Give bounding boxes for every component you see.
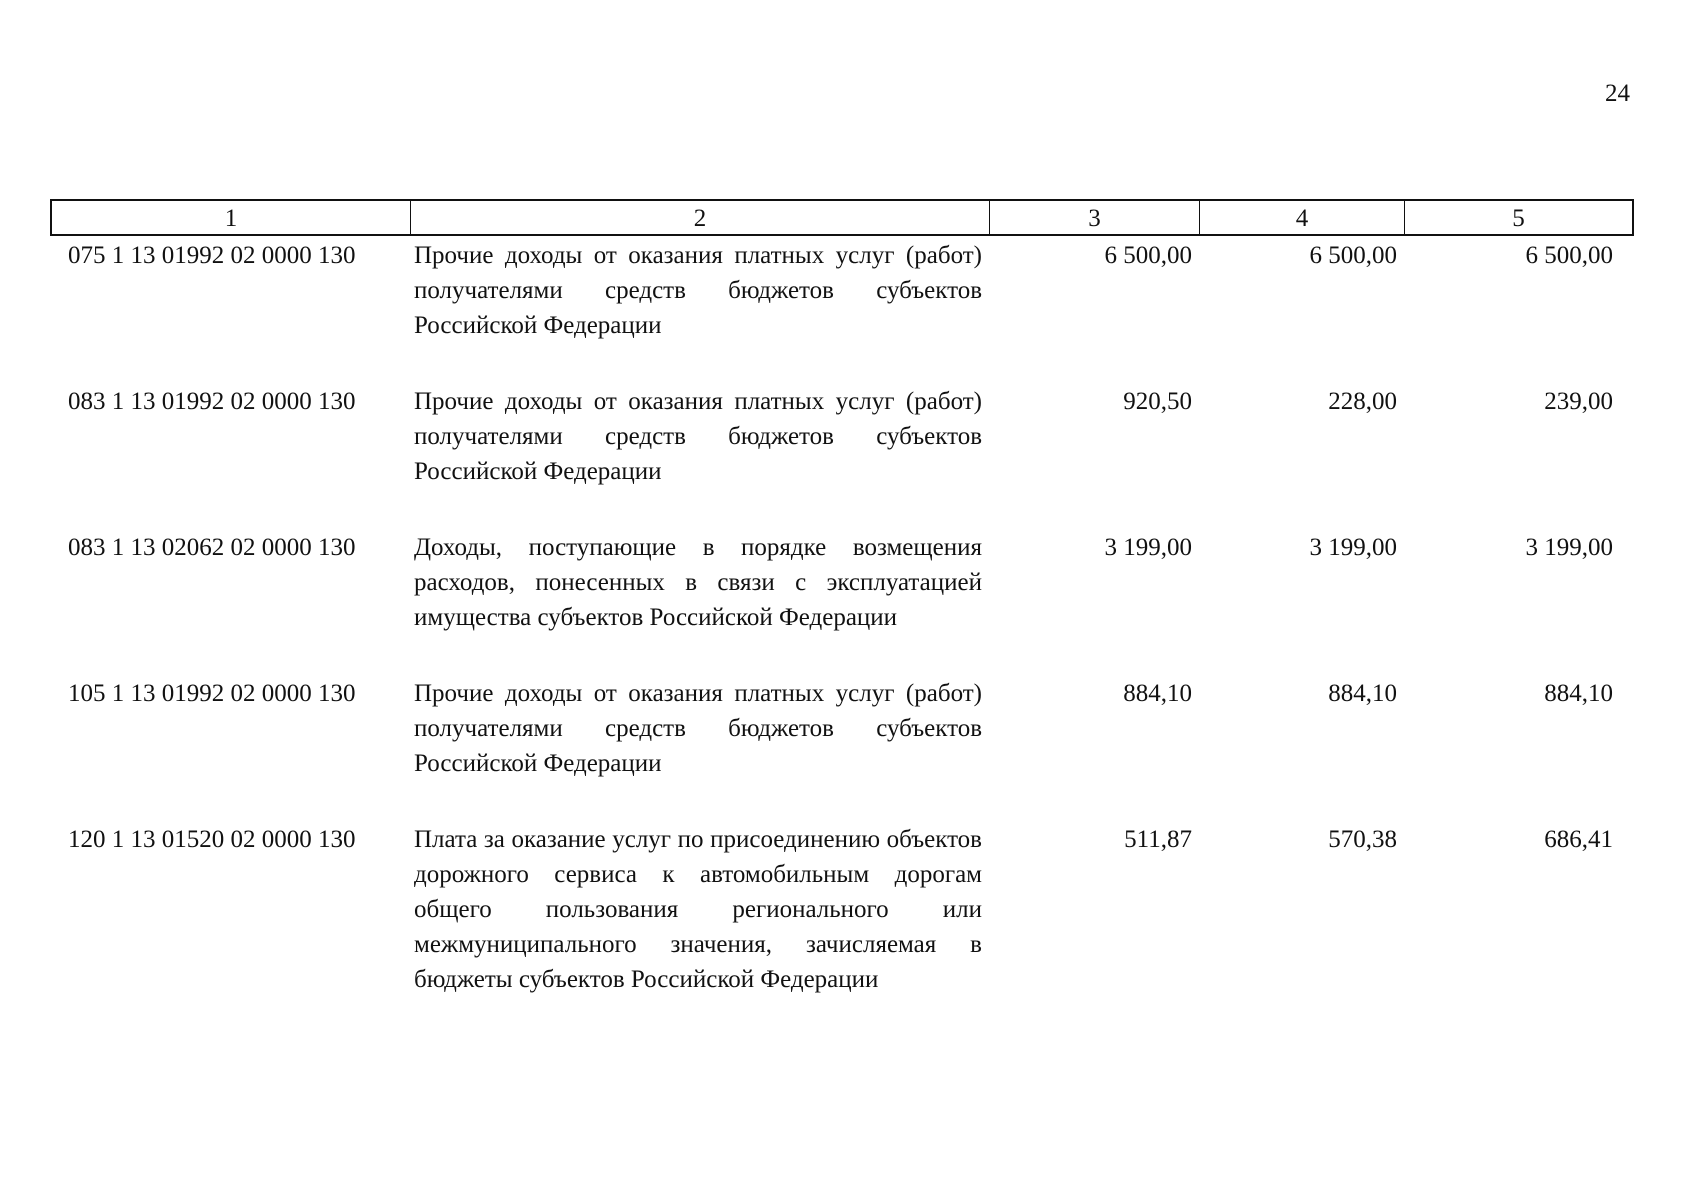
row-description: Плата за оказание услуг по присоединению объектов дорожного сервиса к автомобильным дорогам общего пользования регионального или межмуниципального значения, зачисляемая в бюджеты субъектов Российской Федерации	[414, 826, 982, 993]
row-code: 075 1 13 01992 02 0000 130	[68, 242, 356, 269]
row-value-col4: 6 500,00	[1309, 242, 1397, 269]
header-col-5: 5	[1512, 205, 1525, 232]
page-number: 24	[1605, 80, 1630, 107]
row-description: Прочие доходы от оказания платных услуг (работ) получателями средств бюджетов субъектов Российской Федерации	[414, 680, 982, 777]
row-value-col5: 884,10	[1544, 680, 1613, 707]
table-row	[50, 238, 1634, 384]
row-code: 083 1 13 01992 02 0000 130	[68, 388, 356, 415]
table-body	[50, 238, 1634, 997]
row-value-col3: 920,50	[1123, 388, 1192, 415]
row-value-col3: 6 500,00	[1104, 242, 1192, 269]
row-value-col4: 3 199,00	[1309, 534, 1397, 561]
row-code: 105 1 13 01992 02 0000 130	[68, 680, 356, 707]
table-row	[50, 384, 1634, 530]
row-value-col3: 884,10	[1123, 680, 1192, 707]
row-description: Прочие доходы от оказания платных услуг (работ) получателями средств бюджетов субъектов Российской Федерации	[414, 242, 982, 339]
row-value-col5: 239,00	[1544, 388, 1613, 415]
header-col-2: 2	[411, 201, 990, 234]
table-header	[50, 199, 1634, 236]
row-code: 083 1 13 02062 02 0000 130	[68, 534, 356, 561]
row-value-col5: 3 199,00	[1525, 534, 1613, 561]
row-value-col3: 3 199,00	[1104, 534, 1192, 561]
header-col-1: 1	[52, 201, 411, 234]
table-row	[50, 530, 1634, 676]
table-row	[50, 822, 1634, 997]
header-col-3: 3	[990, 201, 1200, 234]
row-code: 120 1 13 01520 02 0000 130	[68, 826, 356, 853]
row-value-col3: 511,87	[1124, 826, 1192, 853]
row-description: Доходы, поступающие в порядке возмещения расходов, понесенных в связи с эксплуатацией имущества субъектов Российской Федерации	[414, 534, 982, 631]
row-value-col5: 6 500,00	[1525, 242, 1613, 269]
row-value-col4: 570,38	[1328, 826, 1397, 853]
row-value-col5: 686,41	[1544, 826, 1613, 853]
header-col-4: 4	[1200, 201, 1405, 234]
row-value-col4: 228,00	[1328, 388, 1397, 415]
table-row	[50, 676, 1634, 822]
row-value-col4: 884,10	[1328, 680, 1397, 707]
row-description: Прочие доходы от оказания платных услуг (работ) получателями средств бюджетов субъектов Российской Федерации	[414, 388, 982, 485]
